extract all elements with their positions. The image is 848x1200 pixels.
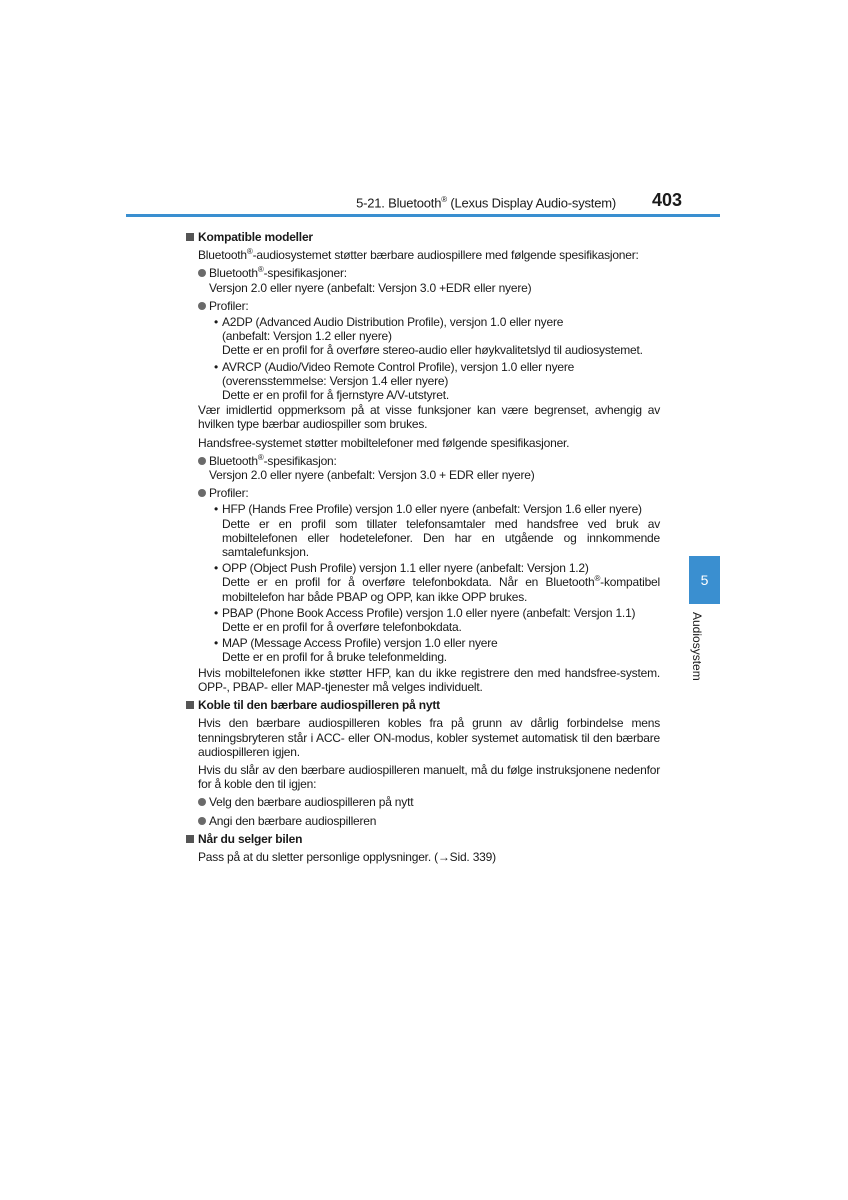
circle-bullet-icon [198, 817, 206, 825]
header-rule [126, 214, 720, 217]
section-title: Når du selger bilen [198, 831, 303, 846]
registered-mark: ® [257, 265, 264, 275]
circle-bullet-icon [198, 457, 206, 465]
sub-list-item [186, 315, 660, 358]
paragraph: Handsfree-systemet støtter mobiltelefoner med følgende spesifikasjoner. [198, 435, 570, 450]
text: -audiosystemet støtter bærbare audiospillere med følgende spesifikasjoner: [252, 248, 639, 263]
text: (anbefalt: Versjon 1.2 eller nyere) [222, 329, 392, 344]
paragraph: Hvis mobiltelefonen ikke støtter HFP, kan du ikke registrere den med handsfree-system. OPP-, PBAP- eller MAP-tjenester må velges individuelt. [198, 665, 660, 694]
registered-mark: ® [594, 574, 601, 584]
section-title: Kompatible modeller [198, 230, 313, 244]
square-bullet-icon [186, 233, 194, 241]
page-header [126, 190, 720, 216]
chapter-tab[interactable] [689, 556, 720, 604]
sub-list-item [186, 502, 660, 559]
text: MAP (Message Access Profile) versjon 1.0 eller nyere [222, 636, 498, 651]
dot-bullet-icon: • [213, 359, 218, 374]
section-title: Koble til den bærbare audiospilleren på nytt [198, 698, 440, 713]
square-bullet-icon [186, 835, 194, 843]
text: Profiler: [209, 486, 249, 501]
list-item [186, 486, 660, 500]
text: HFP (Hands Free Profile) versjon 1.0 eller nyere (anbefalt: Versjon 1.6 eller nyere) [222, 502, 642, 517]
dot-bullet-icon: • [213, 636, 218, 651]
sub-list-item [186, 360, 660, 403]
text: -spesifikasjoner: [263, 266, 347, 281]
chapter-tab-label: Audiosystem [690, 612, 704, 681]
text: (overensstemmelse: Versjon 1.4 eller nyere) [222, 373, 449, 388]
text: AVRCP (Audio/Video Remote Control Profile), versjon 1.0 eller nyere [222, 359, 575, 374]
circle-bullet-icon [198, 269, 206, 277]
chapter-title-suffix: (Lexus Display Audio-system) [446, 195, 616, 211]
chapter-tab-number: 5 [700, 572, 709, 588]
square-bullet-icon [186, 701, 194, 709]
page-number: 403 [651, 190, 682, 210]
text: Dette er en profil for å fjernstyre A/V-utstyret. [222, 388, 449, 403]
section-heading [186, 230, 660, 244]
text: Dette er en profil for å overføre telefonbokdata. [222, 620, 462, 635]
list-item [186, 266, 660, 294]
text: Bluetooth [209, 266, 258, 281]
text: Dette er en profil for å overføre telefonbokdata. Når en Bluetooth [222, 575, 595, 590]
chapter-title [356, 195, 616, 210]
list-item [186, 454, 660, 482]
circle-bullet-icon [198, 489, 206, 497]
paragraph: Pass på at du sletter personlige opplysninger. (→Sid. 339) [198, 849, 496, 864]
text: Versjon 2.0 eller nyere (anbefalt: Versjon 3.0 + EDR eller nyere) [209, 468, 535, 483]
text: Dette er en profil for å bruke telefonmelding. [222, 650, 447, 665]
registered-mark: ® [441, 195, 447, 204]
dot-bullet-icon: • [213, 502, 218, 517]
list-item [186, 814, 660, 828]
text: Versjon 2.0 eller nyere (anbefalt: Versjon 3.0 +EDR eller nyere) [209, 280, 532, 295]
text: A2DP (Advanced Audio Distribution Profile), versjon 1.0 eller nyere [222, 315, 564, 330]
text: Bluetooth [198, 248, 247, 263]
text [209, 266, 660, 280]
sub-list-item [186, 561, 660, 604]
text [222, 575, 660, 603]
text: Bluetooth [209, 453, 258, 468]
dot-bullet-icon: • [213, 315, 218, 330]
registered-mark: ® [246, 247, 253, 257]
sub-list-item [186, 606, 660, 634]
text: Dette er en profil for å overføre stereo-audio eller høykvalitetslyd til audiosystemet. [222, 343, 643, 358]
sub-list-item [186, 636, 660, 664]
chapter-title-text: 5-21. Bluetooth [356, 195, 442, 211]
text: Dette er en profil som tillater telefonsamtaler med handsfree ved bruk av mobiltelefonen eller hodetelefoner. Den har en utgående og innkommende samtalefunksjon. [222, 516, 660, 560]
paragraph: Vær imidlertid oppmerksom på at visse funksjoner kan være begrenset, avhengig av hvilken type bærbar audiospiller som brukes. [198, 403, 660, 432]
paragraph: Hvis den bærbare audiospilleren kobles fra på grunn av dårlig forbindelse mens tenningsbryteren står i ACC- eller ON-modus, kobler systemet automatisk til den bærbare audiospilleren igjen. [198, 716, 660, 759]
paragraph: Hvis du slår av den bærbare audiospilleren manuelt, må du følge instruksjonene nedenfor for å koble den til igjen: [198, 762, 660, 792]
text: -spesifikasjon: [263, 453, 337, 468]
text: Angi den bærbare audiospilleren [209, 813, 377, 828]
section-heading [186, 698, 660, 712]
text: OPP (Object Push Profile) versjon 1.1 eller nyere (anbefalt: Versjon 1.2) [222, 561, 589, 576]
dot-bullet-icon: • [213, 561, 218, 576]
text: Profiler: [209, 298, 249, 313]
text: PBAP (Phone Book Access Profile) versjon 1.0 eller nyere (anbefalt: Versjon 1.1) [222, 605, 636, 620]
text: Velg den bærbare audiospilleren på nytt [209, 795, 414, 810]
paragraph [186, 248, 660, 262]
list-item [186, 795, 660, 809]
dot-bullet-icon: • [213, 605, 218, 620]
text: -kompatibel mobiltelefon har både PBAP og OPP, kan ikke OPP brukes. [222, 575, 660, 604]
page-content [186, 226, 660, 864]
circle-bullet-icon [198, 798, 206, 806]
list-item [186, 299, 660, 313]
text [209, 454, 660, 468]
registered-mark: ® [257, 452, 264, 462]
section-heading [186, 832, 660, 846]
circle-bullet-icon [198, 302, 206, 310]
